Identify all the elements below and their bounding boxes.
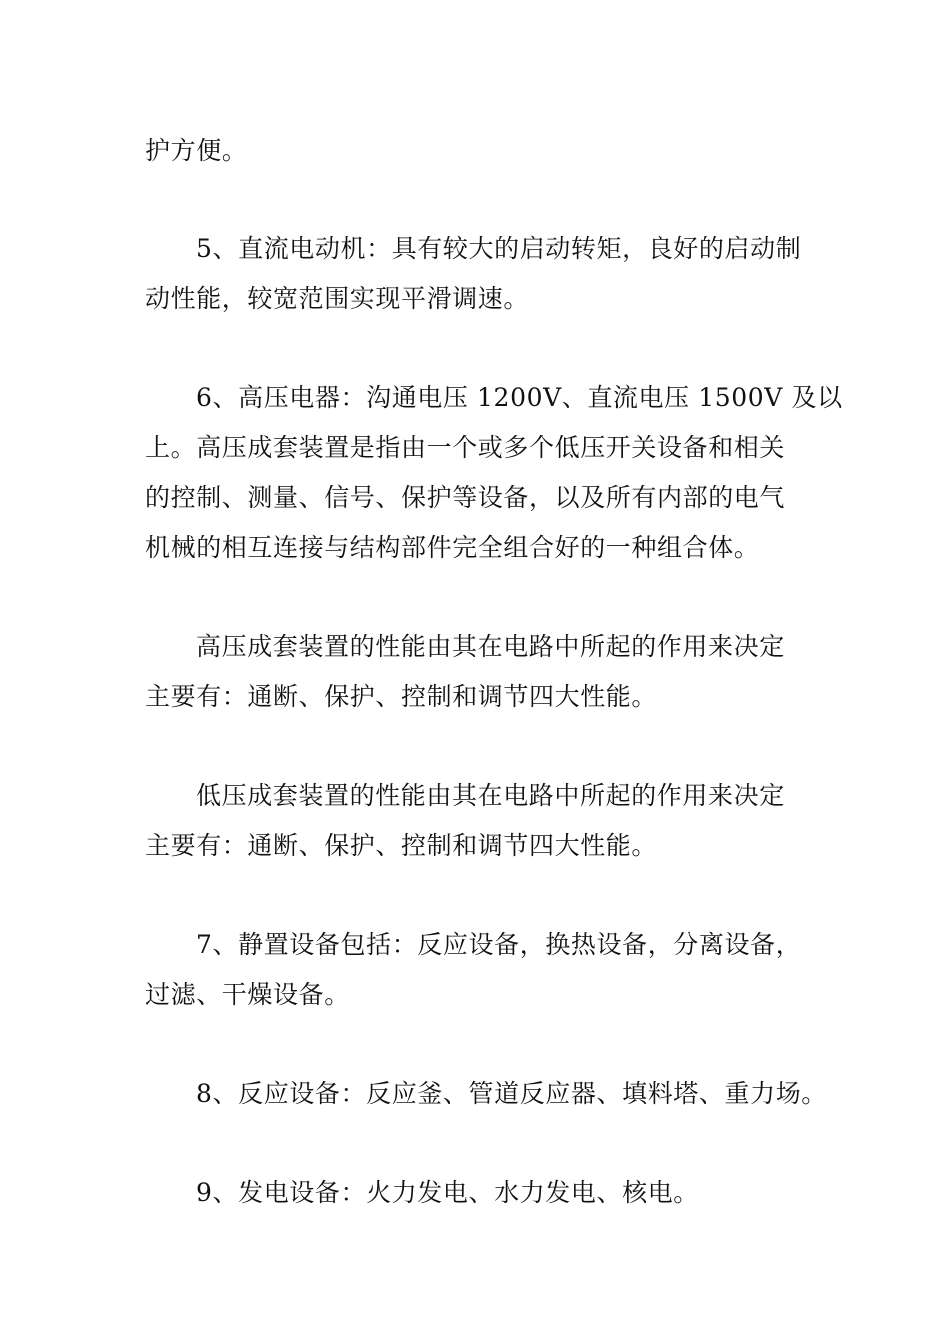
text-line: 低压成套装置的性能由其在电路中所起的作用来决定 (196, 781, 785, 810)
text-line: 主要有：通断、保护、控制和调节四大性能。 (145, 682, 658, 711)
text-line: 的控制、测量、信号、保护等设备，以及所有内部的电气 (145, 483, 786, 512)
text-line: 高压成套装置的性能由其在电路中所起的作用来决定 (196, 632, 785, 661)
text-line: 5、直流电动机：具有较大的启动转矩，良好的启动制 (196, 234, 802, 263)
text-line: 主要有：通断、保护、控制和调节四大性能。 (145, 831, 658, 860)
text-line: 上。高压成套装置是指由一个或多个低压开关设备和相关 (145, 433, 786, 462)
text-line: 6、高压电器：沟通电压 1200V、直流电压 1500V 及以 (196, 383, 843, 412)
text-line: 7、静置设备包括：反应设备，换热设备，分离设备， (196, 930, 802, 959)
text-line: 8、反应设备：反应釜、管道反应器、填料塔、重力场。 (196, 1079, 827, 1108)
text-line: 过滤、干燥设备。 (145, 980, 350, 1009)
text-line: 护方便。 (145, 136, 248, 165)
text-line: 9、发电设备：火力发电、水力发电、核电。 (196, 1178, 699, 1207)
text-line: 机械的相互连接与结构部件完全组合好的一种组合体。 (145, 533, 760, 562)
text-line: 动性能，较宽范围实现平滑调速。 (145, 284, 530, 313)
